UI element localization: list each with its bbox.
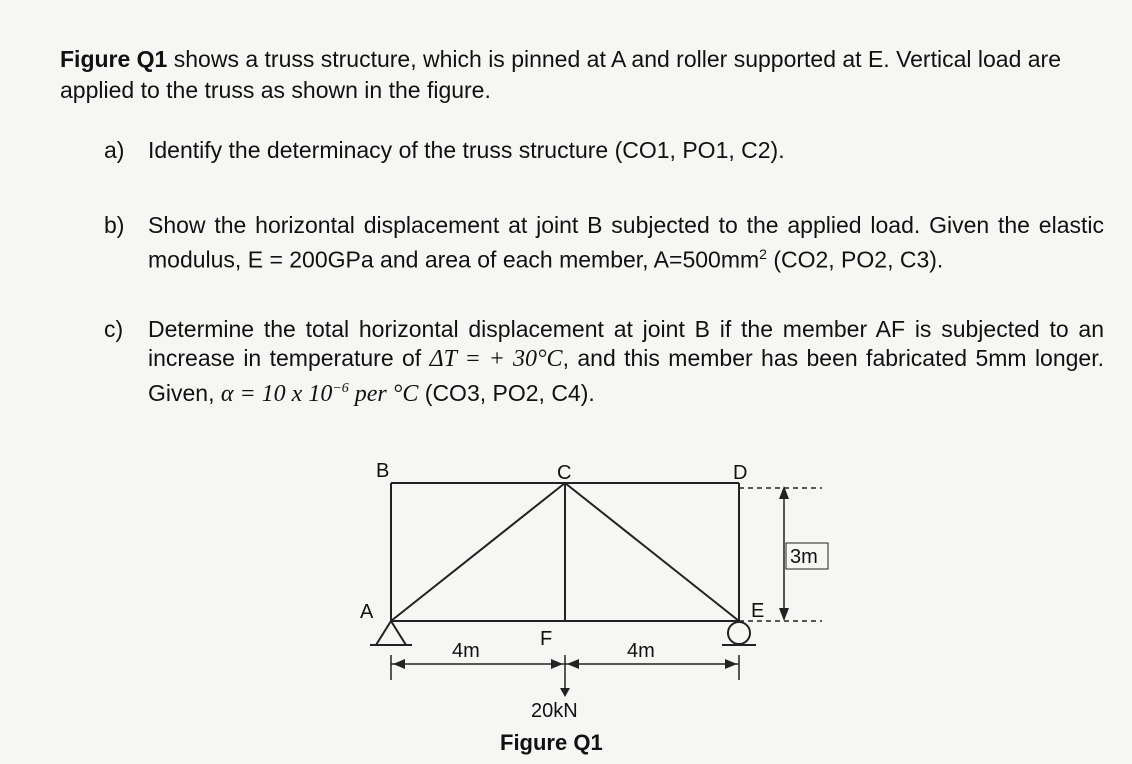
question-b-text: Show the horizontal displacement at joint B subjected to the applied load. Given the elastic modulus, E = 200GPa and area of each member, $A=500mm^2$ (CO2, PO2, C3). [148, 212, 1104, 273]
figure-caption: Figure Q1 [500, 730, 603, 755]
question-c-text: Determine the total horizontal displacement at joint B if the member AF is subjected to an increase in temperature of ΔT = + 30°C, and this member has been fabricated 5mm longer. Given, α = 10 x $10^{-6}$ per °C (CO3, PO2, C4). [148, 316, 1105, 407]
node-c-label: C [557, 462, 572, 484]
roller-support-icon [728, 622, 750, 644]
dim-right-label: 4m [627, 640, 655, 662]
dim-height-label: 3m [790, 546, 818, 568]
pin-support-icon [376, 621, 406, 645]
intro-figure-ref: Figure Q1 [60, 46, 168, 72]
node-f-label: F [540, 628, 553, 650]
load-label: 20kN [531, 700, 578, 722]
intro-text: shows a truss structure, which is pinned at A and roller supported at E. Vertical load are applied to the truss as shown in the figure. [60, 46, 1062, 103]
delta-t-expression: ΔT = + 30°C [429, 346, 563, 372]
dim-left-label: 4m [452, 640, 480, 662]
member-ce [565, 483, 739, 621]
node-a-label: A [360, 601, 374, 623]
question-c-label: c) [104, 316, 124, 342]
question-a-text: Identify the determinacy of the truss structure (CO1, PO1, C2). [148, 137, 785, 163]
question-a-label: a) [104, 137, 125, 163]
question-b-label: b) [104, 212, 125, 238]
alpha-expression: α = 10 x $10^{-6}$ per °C [220, 381, 419, 407]
node-b-label: B [376, 460, 390, 482]
node-d-label: D [733, 462, 748, 484]
area-unit-superscript: 2 [759, 246, 767, 262]
node-e-label: E [751, 600, 765, 622]
member-ac [391, 483, 565, 621]
